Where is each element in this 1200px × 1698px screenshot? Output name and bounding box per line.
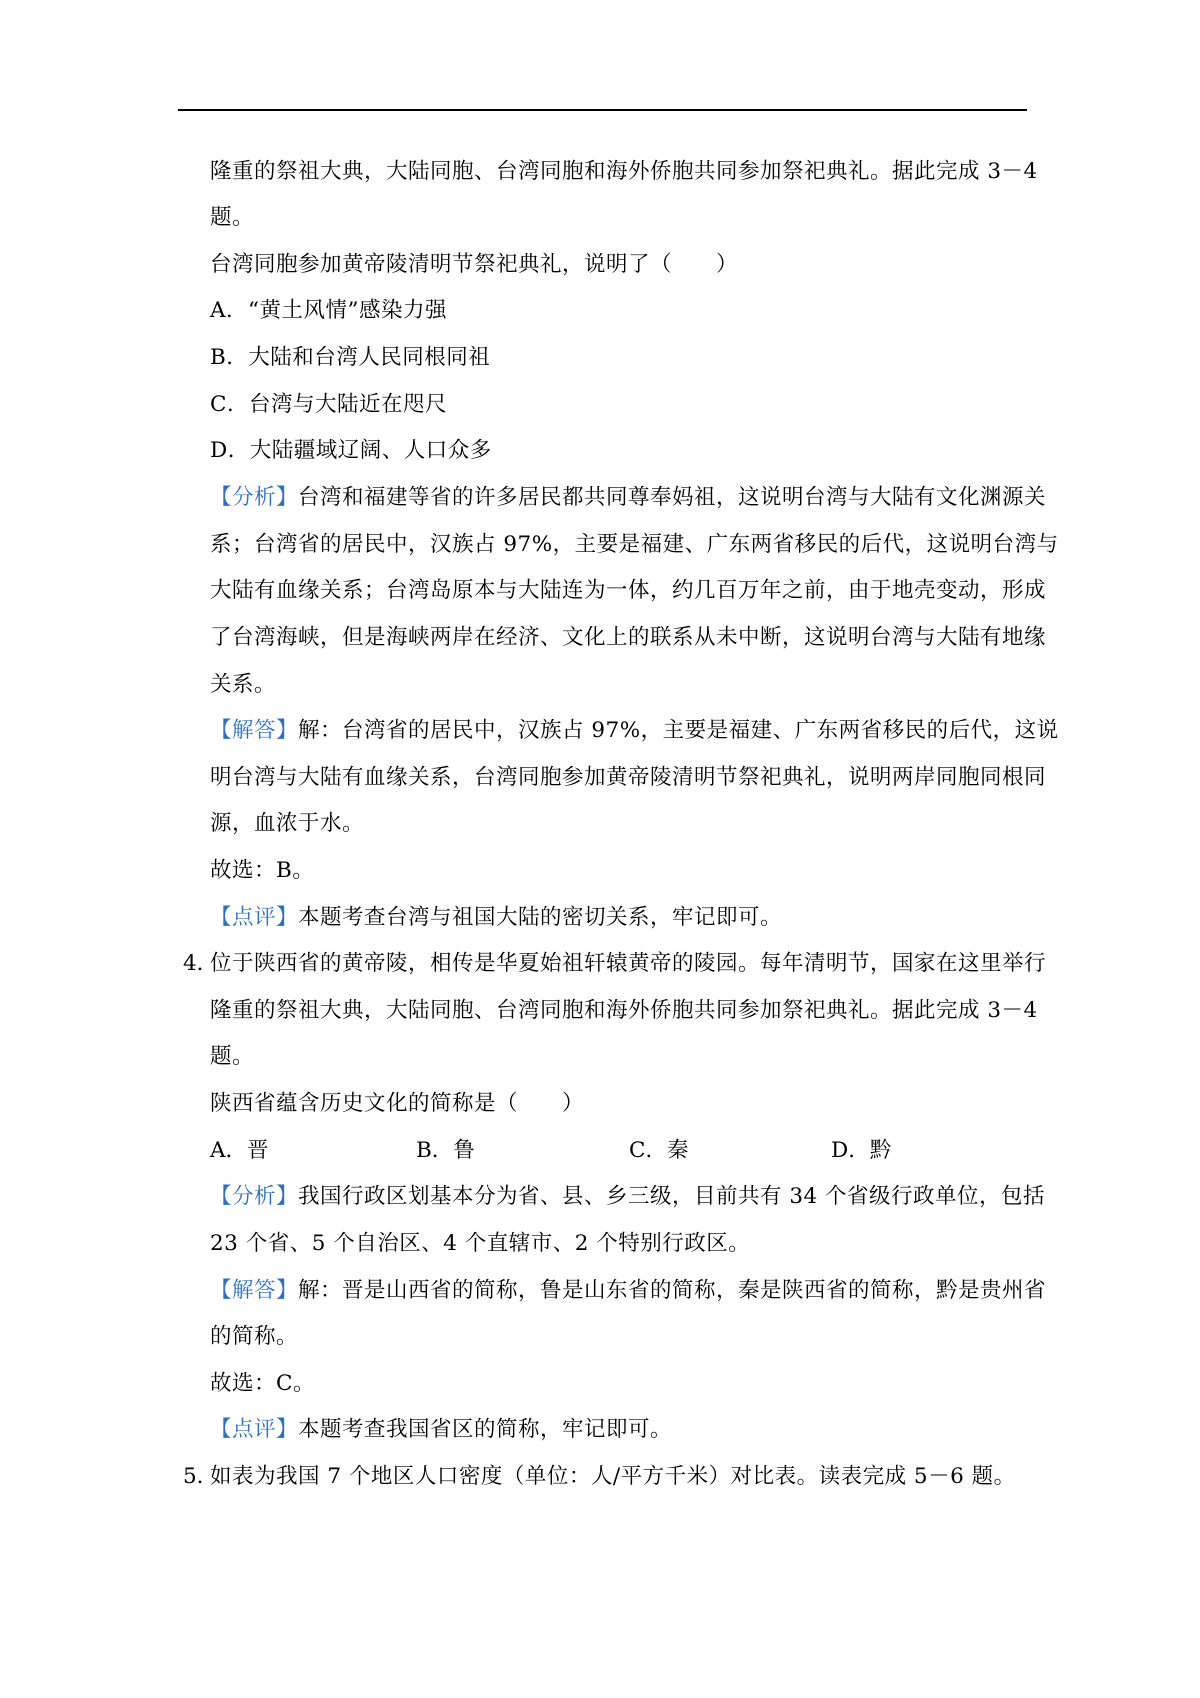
choice-line: 故选：C。 bbox=[210, 1371, 315, 1396]
analysis-tag: 【分析】 bbox=[210, 1184, 299, 1209]
option-d: D．黔 bbox=[831, 1138, 892, 1163]
comment-line: 【点评】本题考查台湾与祖国大陆的密切关系，牢记即可。 bbox=[210, 905, 783, 930]
option-c: C．秦 bbox=[629, 1138, 689, 1163]
option-c: C．台湾与大陆近在咫尺 bbox=[210, 392, 447, 417]
stem-line: 题。 bbox=[210, 205, 255, 230]
analysis-line: 【分析】我国行政区划基本分为省、县、乡三级，目前共有 34 个省级行政单位，包括 bbox=[210, 1184, 1046, 1209]
question-number: 5． bbox=[183, 1464, 219, 1489]
stem-line: 如表为我国 7 个地区人口密度（单位：人/平方千米）对比表。读表完成 5－6 题。 bbox=[210, 1464, 1016, 1489]
question-text: 陕西省蕴含历史文化的简称是（ ） bbox=[210, 1091, 585, 1116]
stem-line: 题。 bbox=[210, 1044, 255, 1069]
analysis-line: 【分析】台湾和福建等省的许多居民都共同尊奉妈祖，这说明台湾与大陆有文化渊源关 bbox=[210, 485, 1047, 510]
answer-tag: 【解答】 bbox=[210, 718, 299, 743]
analysis-tag: 【分析】 bbox=[210, 485, 299, 510]
analysis-line: 关系。 bbox=[210, 672, 277, 697]
stem-line: 位于陕西省的黄帝陵，相传是华夏始祖轩辕黄帝的陵园。每年清明节，国家在这里举行 bbox=[210, 951, 1047, 976]
answer-line: 【解答】解：晋是山西省的简称，鲁是山东省的简称，秦是陕西省的简称，黔是贵州省 bbox=[210, 1278, 1047, 1303]
comment-tag: 【点评】 bbox=[210, 905, 299, 930]
option-a: A．“黄土风情”感染力强 bbox=[210, 298, 448, 323]
comment-tag: 【点评】 bbox=[210, 1417, 299, 1442]
analysis-line: 了台湾海峡，但是海峡两岸在经济、文化上的联系从未中断，这说明台湾与大陆有地缘 bbox=[210, 625, 1047, 650]
analysis-line: 大陆有血缘关系；台湾岛原本与大陆连为一体，约几百万年之前，由于地壳变动，形成 bbox=[210, 578, 1047, 603]
option-b: B．大陆和台湾人民同根同祖 bbox=[210, 345, 491, 370]
header-rule bbox=[178, 109, 1027, 111]
question-number: 4． bbox=[183, 951, 219, 976]
answer-tag: 【解答】 bbox=[210, 1278, 299, 1303]
answer-line: 源，血浓于水。 bbox=[210, 811, 365, 836]
stem-line: 隆重的祭祖大典，大陆同胞、台湾同胞和海外侨胞共同参加祭祀典礼。据此完成 3－4 bbox=[210, 159, 1038, 184]
analysis-line: 系；台湾省的居民中，汉族占 97%，主要是福建、广东两省移民的后代，这说明台湾与 bbox=[210, 532, 1059, 557]
option-d: D．大陆疆域辽阔、人口众多 bbox=[210, 438, 492, 463]
answer-line: 的简称。 bbox=[210, 1324, 299, 1349]
question-text: 台湾同胞参加黄帝陵清明节祭祀典礼，说明了（ ） bbox=[210, 252, 739, 277]
answer-line: 明台湾与大陆有血缘关系，台湾同胞参加黄帝陵清明节祭祀典礼，说明两岸同胞同根同 bbox=[210, 765, 1047, 790]
comment-line: 【点评】本题考查我国省区的简称，牢记即可。 bbox=[210, 1417, 673, 1442]
answer-line: 【解答】解：台湾省的居民中，汉族占 97%，主要是福建、广东两省移民的后代，这说 bbox=[210, 718, 1059, 743]
option-a: A．晋 bbox=[210, 1138, 269, 1163]
stem-line: 隆重的祭祖大典，大陆同胞、台湾同胞和海外侨胞共同参加祭祀典礼。据此完成 3－4 bbox=[210, 998, 1038, 1023]
analysis-line: 23 个省、5 个自治区、4 个直辖市、2 个特别行政区。 bbox=[210, 1231, 751, 1256]
option-b: B．鲁 bbox=[416, 1138, 475, 1163]
choice-line: 故选：B。 bbox=[210, 858, 315, 883]
